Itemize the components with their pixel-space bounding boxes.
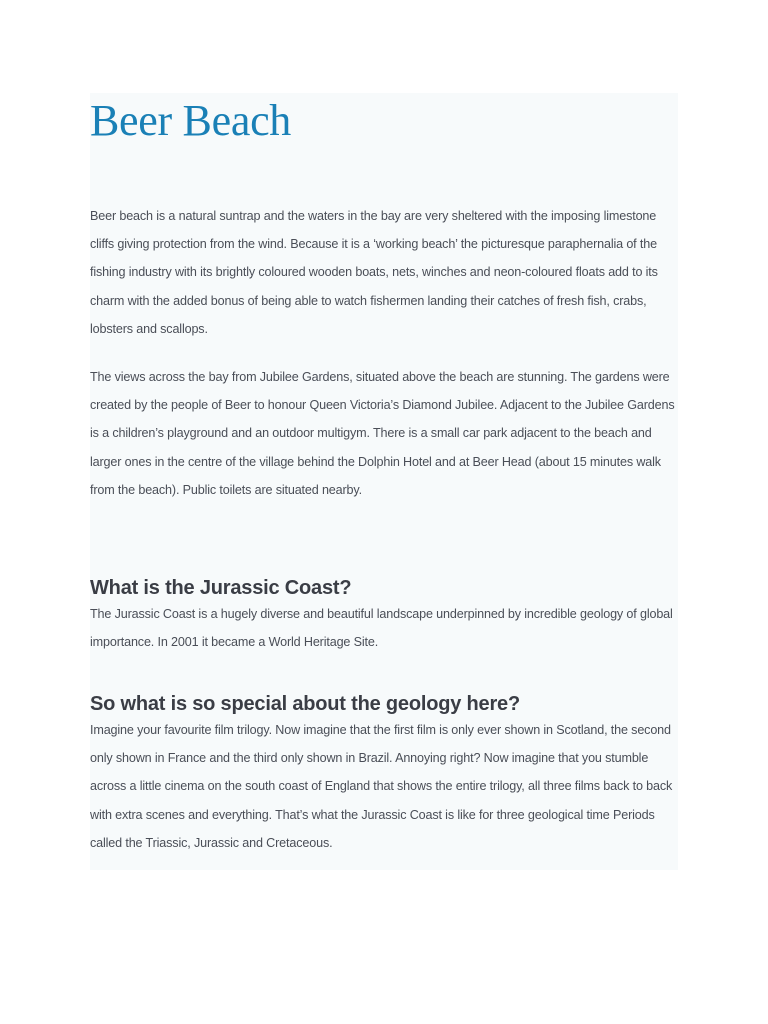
geology-heading: So what is so special about the geology here? <box>90 693 520 715</box>
jurassic-coast-paragraph: The Jurassic Coast is a hugely diverse and beautiful landscape underpinned by incredible geology of global importance. In 2001 it became a World Heritage Site. <box>90 607 673 650</box>
page-title: Beer Beach <box>90 96 291 145</box>
gardens-paragraph: The views across the bay from Jubilee Gardens, situated above the beach are stunning. The gardens were created by the people of Beer to honour Queen Victoria’s Diamond Jubilee. Adjacent to the Jubilee Gardens is a children’s playground and an outdoor multigym. There is a small car park adjacent to the beach and larger ones in the centre of the village behind the Dolphin Hotel and at Beer Head (about 15 minutes walk from the beach). Public toilets are situated nearby. <box>90 370 675 497</box>
jurassic-coast-heading: What is the Jurassic Coast? <box>90 577 352 599</box>
geology-paragraph: Imagine your favourite film trilogy. Now imagine that the first film is only ever shown in Scotland, the second only shown in France and the third only shown in Brazil. Annoying right? Now imagine that you stumble across a little cinema on the south coast of England that shows the entire trilogy, all three films back to back with extra scenes and everything. That’s what the Jurassic Coast is like for three geological time Periods called the Triassic, Jurassic and Cretaceous. <box>90 723 673 850</box>
intro-paragraph: Beer beach is a natural suntrap and the waters in the bay are very sheltered with the imposing limestone cliffs giving protection from the wind. Because it is a ‘working beach’ the picturesque paraphernalia of the fishing industry with its brightly coloured wooden boats, nets, winches and neon-coloured floats add to its charm with the added bonus of being able to watch fishermen landing their catches of fresh fish, crabs, lobsters and scallops. <box>90 209 658 336</box>
